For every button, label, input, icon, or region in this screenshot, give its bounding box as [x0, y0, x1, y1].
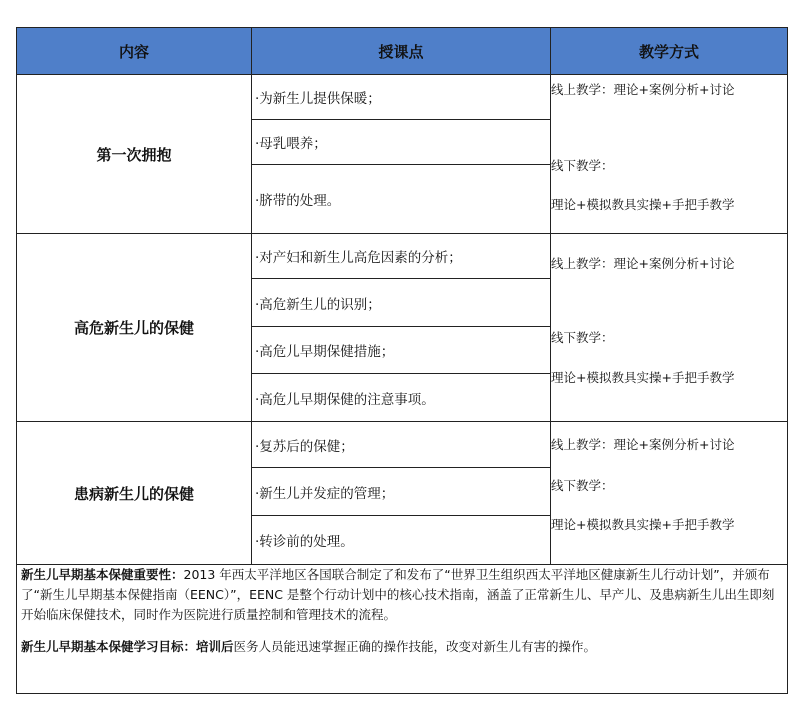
- offline-method: 理论+模拟教具实操+手把手教学: [551, 370, 735, 385]
- online-method: 线上教学：理论+案例分析+讨论: [551, 256, 735, 271]
- teaching-point: ·高危新生儿的识别；: [255, 296, 381, 313]
- section-title: 患病新生儿的保健: [73, 484, 194, 503]
- column-divider-1: [251, 28, 252, 564]
- offline-method: 理论+模拟教具实操+手把手教学: [551, 197, 735, 212]
- goal-paragraph: [21, 637, 783, 657]
- offline-label: 线下教学：: [551, 158, 614, 173]
- header-teaching-method: 教学方式: [551, 28, 787, 74]
- section-title: 高危新生儿的保健: [73, 319, 194, 337]
- teaching-point: ·脐带的处理。: [255, 193, 341, 209]
- teaching-point: ·母乳喂养；: [255, 136, 327, 152]
- goal-label: 新生儿早期基本保健学习目标：: [21, 639, 197, 654]
- notes-section: [17, 565, 787, 669]
- teaching-point: ·对产妇和新生儿高危因素的分析；: [255, 250, 462, 266]
- goal-text: 医务人员能迅速掌握正确的操作技能，改变对新生儿有害的操作。: [233, 639, 597, 654]
- teaching-point: ·高危儿早期保健措施；: [255, 344, 395, 360]
- goal-emphasis: 培训后: [196, 639, 234, 654]
- teaching-point: ·为新生儿提供保暖；: [255, 91, 381, 107]
- offline-label: 线下教学：: [551, 330, 614, 345]
- teaching-point: ·转诊前的处理。: [255, 534, 354, 550]
- header-teaching-points: 授课点: [252, 28, 550, 74]
- importance-label: 新生儿早期基本保健重要性：: [21, 567, 184, 582]
- importance-text: 2013 年西太平洋地区各国联合制定了和发布了“世界卫生组织西太平洋地区健康新生儿行动计划”，并颁布了“新生儿早期基本保健指南（EENC）”，EENC 是整个行动计划中的核心技术指南，涵盖了正常新生儿、早产儿、及患病新生儿出生即刻开始临床保健技术，同时作为医院进行质量控制和管理技术的流程。: [21, 567, 775, 622]
- offline-method: 理论+模拟教具实操+手把手教学: [551, 517, 735, 532]
- online-method: 线上教学：理论+案例分析+讨论: [551, 437, 735, 452]
- header-content: 内容: [17, 28, 251, 74]
- teaching-point: ·新生儿并发症的管理；: [255, 485, 395, 502]
- curriculum-table: [16, 27, 788, 694]
- teaching-point: ·复苏后的保健；: [255, 438, 354, 455]
- offline-label: 线下教学：: [551, 478, 614, 493]
- section-title: 第一次拥抱: [96, 145, 172, 164]
- online-method: 线上教学：理论+案例分析+讨论: [551, 82, 735, 97]
- teaching-point: ·高危儿早期保健的注意事项。: [255, 391, 435, 408]
- importance-paragraph: [21, 565, 783, 625]
